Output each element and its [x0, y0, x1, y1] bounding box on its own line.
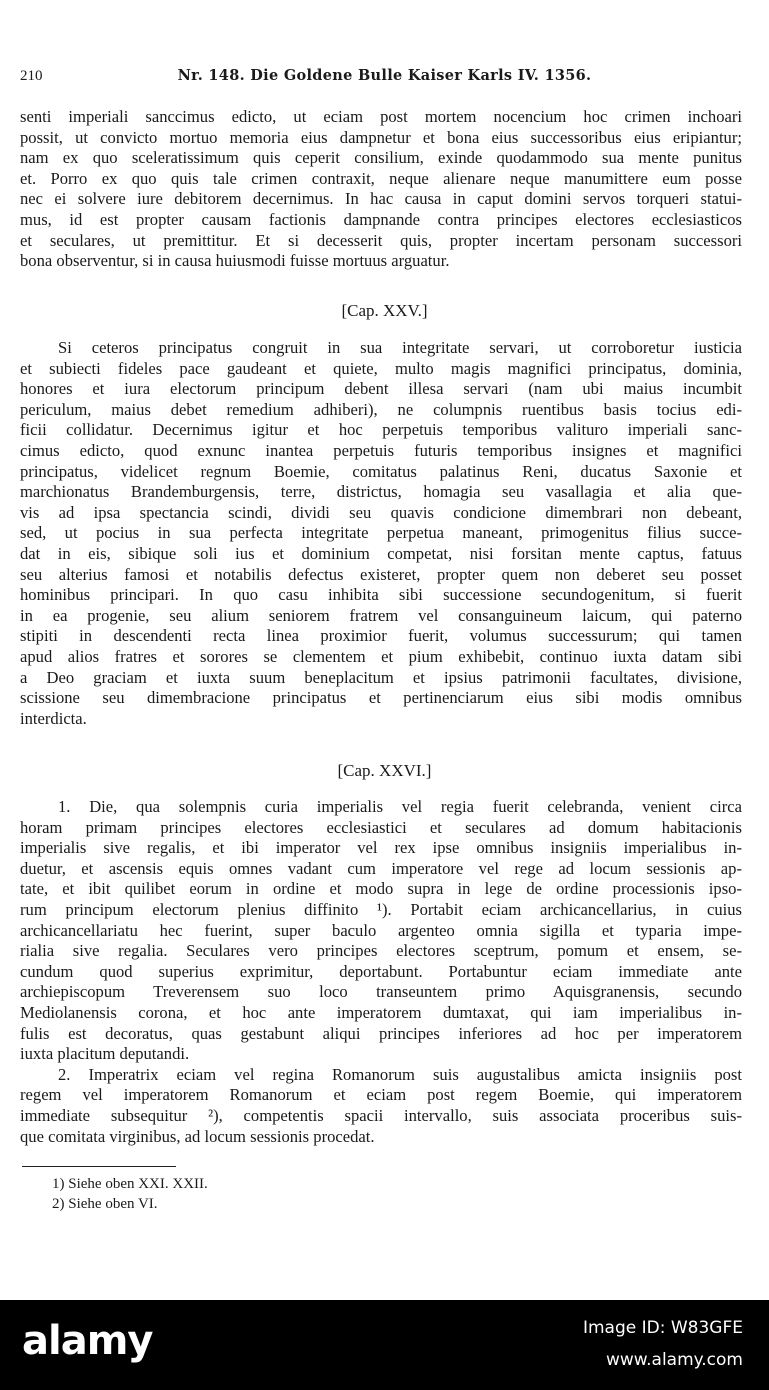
text-line: principatus, videlicet regnum Boemie, comitatus palatinus Reni, ducatus Saxonie et: [20, 461, 742, 481]
text-line: regem vel imperatorem Romanorum et eciam post regem Boemie, qui imperatorem: [20, 1085, 742, 1105]
text-line: que comitata virginibus, ad locum sessionis procedat.: [20, 1126, 375, 1146]
text-line: 1. Die, qua solempnis curia imperialis vel regia fuerit celebranda, venient circa: [58, 797, 742, 816]
text-line: stipiti in descendenti recta linea proximior fuerit, volumus successurum; qui tamen: [20, 626, 742, 646]
text-line: apud alios fratres et sorores se clementem et pium exhibebit, continuo iuxta datam sibi: [20, 646, 742, 666]
text-line: iuxta placitum deputandi.: [20, 1044, 190, 1064]
text-line: rialia sive regalia. Seculares vero principes electores sceptrum, pomum et ensem, se-: [20, 941, 742, 961]
text-line: tate, et ibit quilibet eorum in ordine et modo supra in lege de ordine processionis ipso-: [20, 879, 742, 899]
chapter-26-paragraph: [20, 797, 742, 1147]
page-number: 210: [20, 68, 43, 84]
text-line: Si ceteros principatus congruit in sua integritate servari, ut corroboretur iusticia: [58, 338, 742, 357]
chapter-heading-25: [Cap. XXV.]: [341, 301, 428, 320]
text-line: a Deo graciam et iuxta suum beneplacitum et ipsius patrimonii facultates, divisione,: [20, 667, 742, 687]
text-line: dat in eis, sibique soli ius et dominium competat, nisi forsitan mente captus, fatuus: [20, 543, 742, 563]
text-line: marchionatus Brandemburgensis, terre, districtus, homagia seu vasallagia et alia que-: [20, 482, 742, 502]
footnote-1: 1) Siehe oben XXI. XXII.: [52, 1176, 208, 1192]
text-line: rum principum electorum plenius diffinito ¹). Portabit eciam archicancellarius, in cuius: [20, 899, 742, 919]
text-line: nec ei solvere iure debitorem decernimus. In hac causa in caput domini servos torqueri statui-: [20, 189, 742, 209]
text-line: mus, id est propter causam factionis dampnande contra principes electores ecclesiasticos: [20, 209, 742, 229]
text-line: immediate subsequitur ²), competentis spacii intervallo, suis associata proceribus suis-: [20, 1105, 742, 1125]
text-line: duetur, et ascensis equis omnes vadant cum imperatore vel rege ad locum sessionis ap-: [20, 858, 742, 878]
text-line: periculum, maius debet remedium adhiberi), ne columpnis ruentibus basis tocius edi-: [20, 399, 742, 419]
brand-logo: alamy: [22, 1318, 153, 1364]
footnotes: [52, 1174, 208, 1214]
text-line: et seculares, ut premittitur. Et si decesserit quis, propter incertam personam successori: [20, 230, 742, 250]
text-line: archicancellariatu hec fuerint, super baculo argenteo omnia sigilla et typaria impe-: [20, 920, 742, 940]
text-line: ficii collidatur. Decernimus igitur et hoc perpetuis temporibus valituro imperiali sanc-: [20, 420, 742, 440]
site-url: www.alamy.com: [605, 1350, 743, 1370]
text-line: cimus edicto, quod exnunc inantea perpetuis futuris temporibus insignes et magnifici: [20, 440, 742, 460]
text-line: vis ad ipsa spectancia scindi, dividi seu quavis condicione dimembrari non debeant,: [20, 502, 742, 522]
text-line: 2. Imperatrix eciam vel regina Romanorum suis augustalibus amicta insigniis post: [58, 1064, 742, 1084]
watermark-banner: [0, 1300, 769, 1390]
footnote-2: 2) Siehe oben VI.: [52, 1196, 158, 1212]
text-line: senti imperiali sanccimus edicto, ut eciam post mortem nocencium hoc crimen inchoari: [20, 107, 742, 126]
text-line: et subiecti fideles pace gaudeant et quiete, multo magis magnifici principatus, dominia,: [20, 358, 742, 378]
text-line: fulis est decoratus, quas gestabunt aliqui principes inferiores ad hoc per imperatorem: [20, 1023, 742, 1043]
text-line: et. Porro ex quo quis tale crimen contraxit, neque alienare neque manumittere eum posse: [20, 168, 742, 188]
text-line: bona observentur, si in causa huiusmodi fuisse mortuus arguatur.: [20, 251, 450, 271]
text-line: interdicta.: [20, 708, 87, 728]
chapter-heading-26: [Cap. XXVI.]: [337, 761, 432, 780]
text-line: possit, ut convicto mortuo memoria eius dampnetur et bona eius successoribus eius eripiantur;: [20, 127, 742, 147]
running-head: Nr. 148. Die Goldene Bulle Kaiser Karls IV. 1356.: [177, 67, 592, 84]
text-line: in ea progenie, seu alium seniorem fratrem vel consanguineum laicum, qui paterno: [20, 605, 742, 625]
text-line: horam primam principes electores ecclesiastici et seculares ad domum habitacionis: [20, 817, 742, 837]
text-line: sed, ut pocius in sua perfecta integritate perpetua maneant, primogenitus filius succe-: [20, 523, 742, 543]
image-id-label: Image ID: W83GFE: [582, 1318, 743, 1338]
text-line: seu alterius famosi et notabilis defectus existeret, propter quem non deberet seu posset: [20, 564, 742, 584]
text-line: honores et iura electorum principum debent illesa servari (nam ubi maius incumbit: [20, 379, 742, 399]
page-header: [20, 66, 749, 92]
text-line: hominibus principari. In quo casu inhibita sibi successione secundogenitum, si fuerit: [20, 585, 742, 605]
text-line: archiepiscopum Treverensem suo loco transeuntem primo Aquisgranensis, secundo: [20, 982, 742, 1002]
text-line: nam ex quo sceleratissimum quis ceperit consilium, exinde quodammodo sua mente punitus: [20, 148, 742, 168]
text-line: imperialis sive regalis, et ibi imperator vel rex ipse omnibus insigniis imperialibus in-: [20, 838, 742, 858]
text-line: Mediolanensis corona, et hoc ante imperatorem dumtaxat, qui iam imperialibus in-: [20, 1002, 742, 1022]
text-line: scissione seu dimembracione principatus et pertinenciarum eius sibi modis omnibus: [20, 688, 742, 708]
intro-paragraph: [20, 107, 742, 272]
footnote-rule: [22, 1166, 176, 1167]
text-line: cundum quod superius exprimitur, deportabunt. Portabuntur eciam immediate ante: [20, 961, 742, 981]
chapter-25-paragraph: [20, 338, 742, 729]
